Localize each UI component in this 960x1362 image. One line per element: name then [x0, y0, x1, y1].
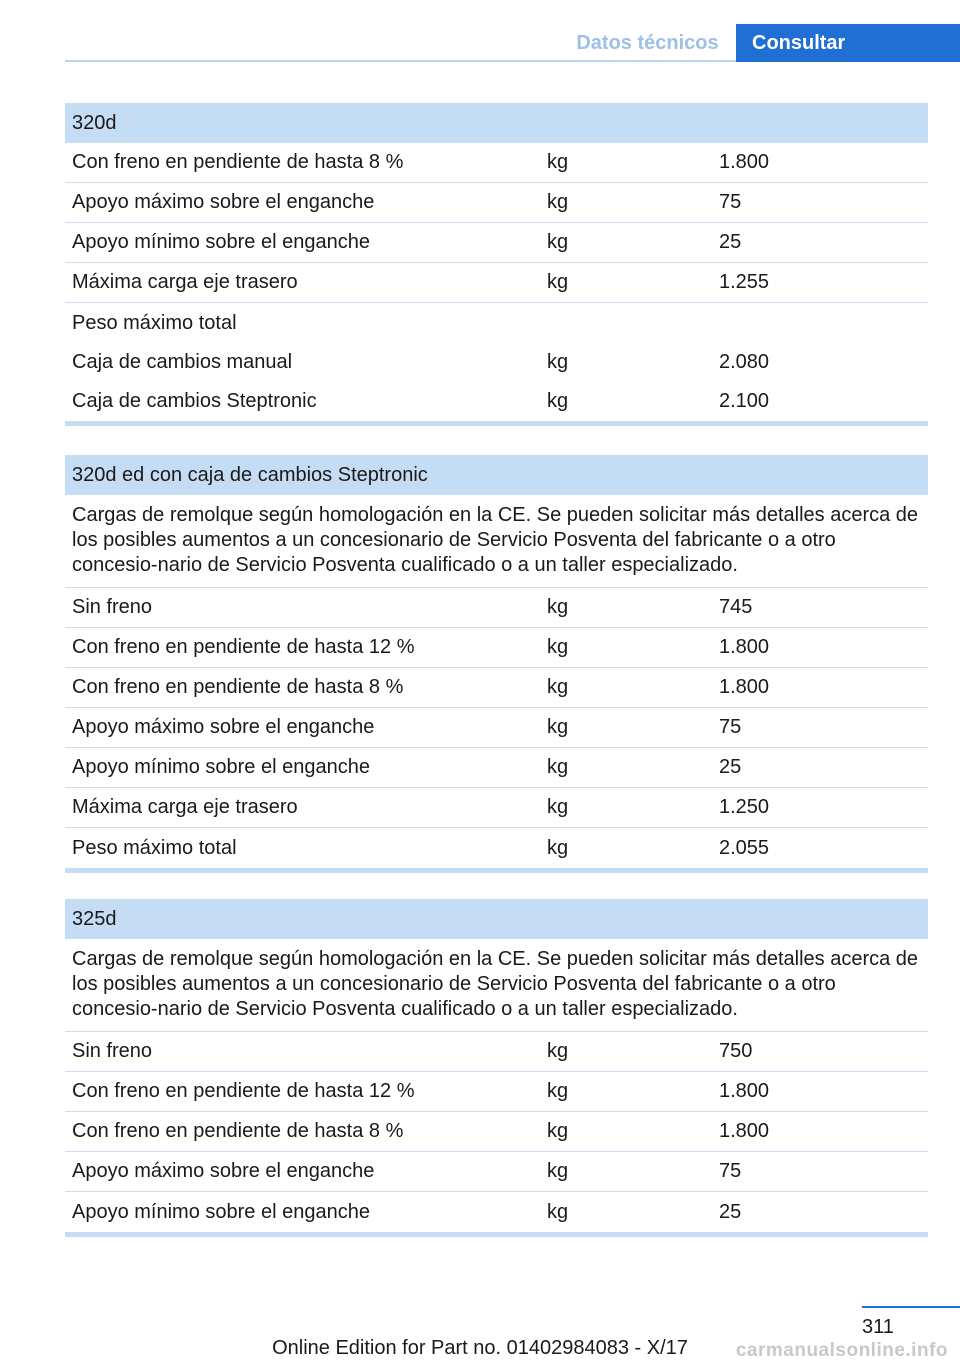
row-unit: kg [547, 716, 569, 738]
row-unit: kg [547, 676, 569, 698]
row-label: Apoyo mínimo sobre el enganche [72, 1200, 370, 1223]
row-value: 1.800 [719, 1120, 770, 1142]
row-value: 75 [719, 1160, 742, 1182]
table-row [65, 788, 928, 828]
table-row [65, 183, 928, 223]
row-value: 2.055 [719, 836, 770, 859]
table-end-bar [65, 868, 928, 873]
row-unit: kg [547, 756, 569, 778]
row-unit: kg [547, 1080, 569, 1102]
row-unit: kg [547, 351, 569, 373]
row-unit: kg [547, 796, 569, 818]
footer-rule [862, 1306, 960, 1308]
row-value: 750 [719, 1040, 753, 1062]
table-320d [65, 103, 928, 426]
row-unit: kg [547, 836, 569, 859]
row-label: Apoyo máximo sobre el enganche [72, 191, 375, 213]
row-label: Máxima carga eje trasero [72, 271, 298, 293]
row-value: 1.800 [719, 151, 770, 173]
row-value: 75 [719, 716, 742, 738]
row-unit: kg [547, 231, 569, 253]
row-value: 25 [719, 1200, 742, 1223]
row-label: Sin freno [72, 596, 153, 618]
header-section-title: Datos técnicos [576, 31, 719, 54]
row-label: Apoyo mínimo sobre el enganche [72, 756, 370, 778]
row-label: Peso máximo total [72, 836, 237, 859]
table-row [65, 1152, 928, 1192]
row-label: Con freno en pendiente de hasta 8 % [72, 676, 404, 698]
row-label: Con freno en pendiente de hasta 12 % [72, 636, 415, 658]
row-label: Apoyo máximo sobre el enganche [72, 1160, 375, 1182]
table-row [65, 143, 928, 183]
row-value: 25 [719, 231, 742, 253]
row-label: Caja de cambios manual [72, 351, 293, 373]
row-value: 1.800 [719, 636, 770, 658]
header-tab-consultar[interactable]: Consultar [736, 24, 960, 62]
row-unit: kg [547, 390, 569, 412]
table-note: Cargas de remolque según homologación en la CE. Se pueden solicitar más detalles acerca de los posibles aumentos a un concesionario de Servicio Posventa del fabricante o a otro concesio-nario de Servicio Posventa cualificado o a un taller especializado. [65, 495, 928, 588]
table-note: Cargas de remolque según homologación en la CE. Se pueden solicitar más detalles acerca de los posibles aumentos a un concesionario de Servicio Posventa del fabricante o a otro concesio-nario de Servicio Posventa cualificado o a un taller especializado. [65, 939, 928, 1032]
row-label: Con freno en pendiente de hasta 12 % [72, 1080, 415, 1102]
row-label: Apoyo mínimo sobre el enganche [72, 231, 370, 253]
row-unit: kg [547, 1200, 569, 1223]
row-unit: kg [547, 596, 569, 618]
table-row [65, 1032, 928, 1072]
row-value: 1.800 [719, 1080, 770, 1102]
table-subheading-row [65, 303, 928, 343]
table-row [65, 263, 928, 303]
table-row [65, 748, 928, 788]
row-value: 745 [719, 596, 753, 618]
table-row [65, 1112, 928, 1152]
row-unit: kg [547, 191, 569, 213]
row-value: 2.100 [719, 390, 770, 412]
table-row [65, 223, 928, 263]
row-unit: kg [547, 1160, 569, 1182]
row-unit: kg [547, 151, 569, 173]
row-unit: kg [547, 271, 569, 293]
row-label: Sin freno [72, 1040, 153, 1062]
table-row [65, 628, 928, 668]
table-end-bar [65, 421, 928, 426]
table-title: 325d [65, 899, 928, 939]
table-row [65, 1072, 928, 1112]
row-value: 75 [719, 191, 742, 213]
table-row [65, 588, 928, 628]
row-value: 2.080 [719, 351, 770, 373]
table-row [65, 708, 928, 748]
row-label: Máxima carga eje trasero [72, 796, 298, 818]
row-label: Con freno en pendiente de hasta 8 % [72, 1120, 404, 1142]
table-row [65, 343, 928, 382]
table-row [65, 1192, 928, 1232]
table-row [65, 668, 928, 708]
row-unit: kg [547, 636, 569, 658]
row-label: Apoyo máximo sobre el enganche [72, 716, 375, 738]
row-unit: kg [547, 1040, 569, 1062]
table-325d [65, 899, 928, 1237]
row-subheading: Peso máximo total [72, 311, 237, 334]
table-title: 320d [65, 103, 928, 143]
row-unit: kg [547, 1120, 569, 1142]
table-row [65, 828, 928, 868]
page-number: 311 [862, 1316, 894, 1338]
table-320d-ed [65, 455, 928, 873]
table-end-bar [65, 1232, 928, 1237]
row-value: 25 [719, 756, 742, 778]
row-value: 1.255 [719, 271, 770, 293]
row-label: Con freno en pendiente de hasta 8 % [72, 151, 404, 173]
row-label: Caja de cambios Steptronic [72, 390, 317, 412]
table-title: 320d ed con caja de cambios Steptronic [65, 455, 928, 495]
table-row [65, 382, 928, 421]
edition-text: Online Edition for Part no. 01402984083 - X/17 [272, 1337, 688, 1359]
row-value: 1.250 [719, 796, 770, 818]
row-value: 1.800 [719, 676, 770, 698]
watermark-logo: carmanualsonline.info [735, 1340, 948, 1361]
